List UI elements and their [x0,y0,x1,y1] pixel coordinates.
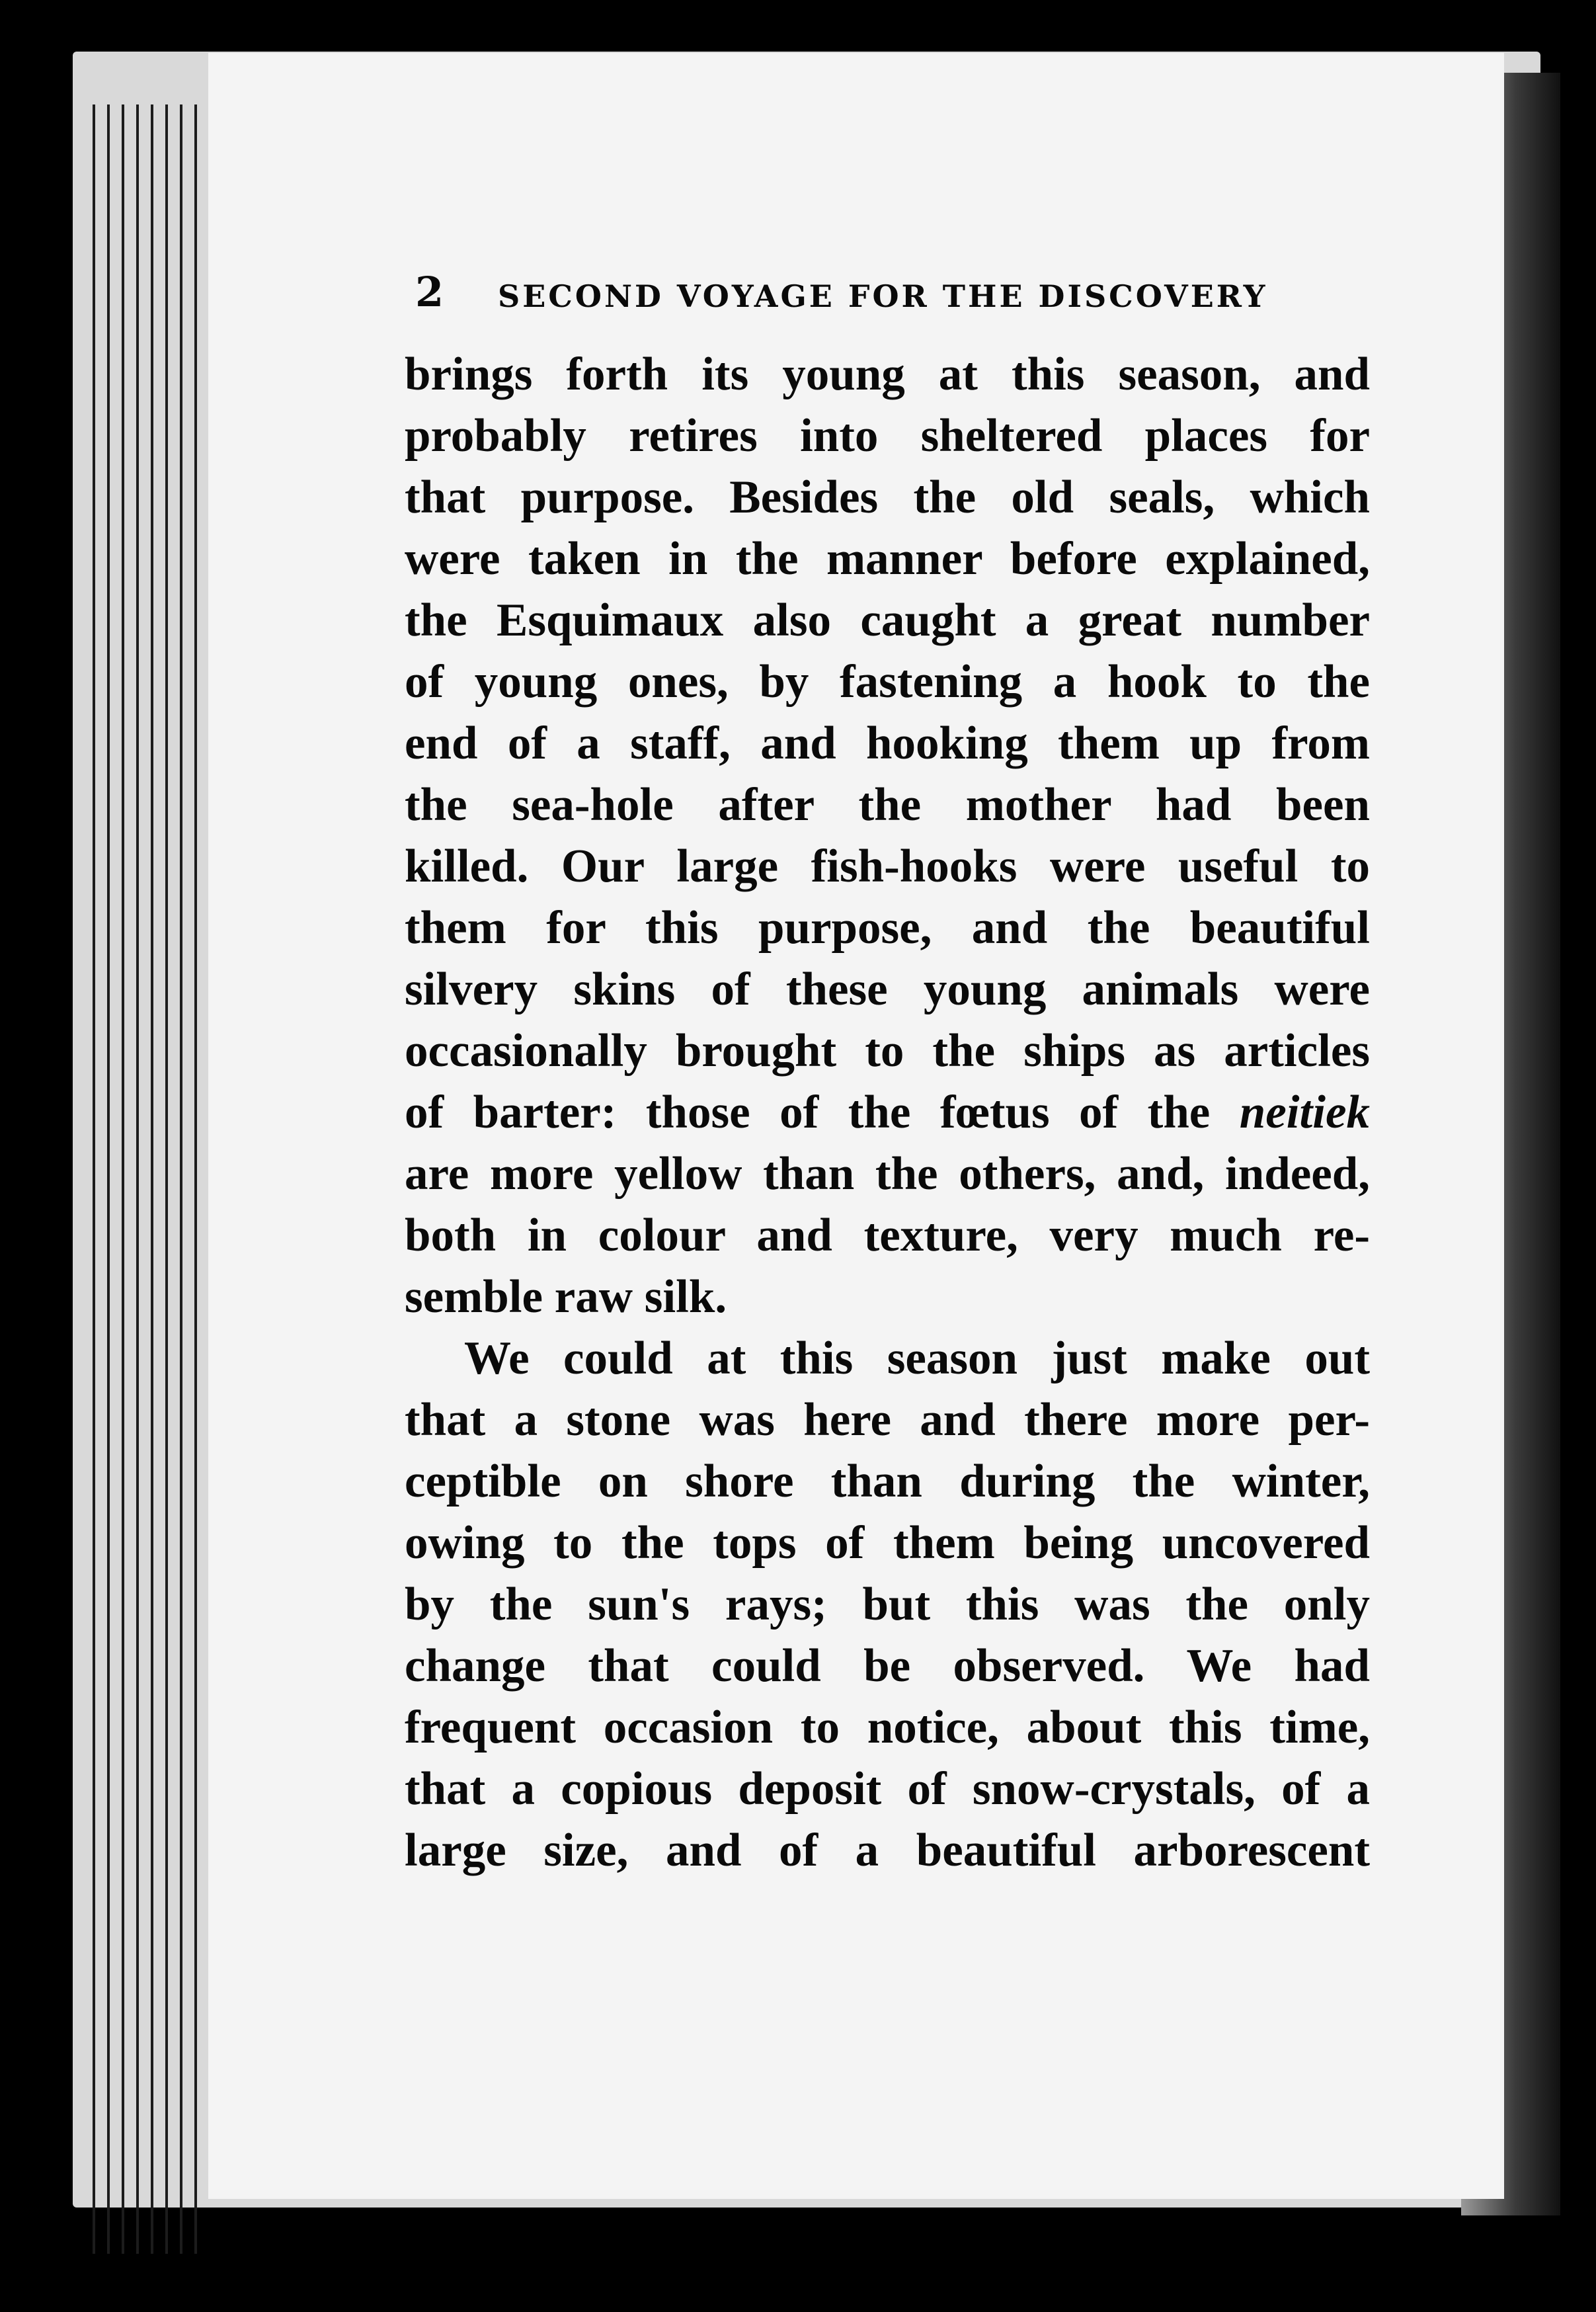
page-number: 2 [415,268,444,316]
page-edge-line [165,104,168,2254]
page-edge-line [194,104,197,2254]
page-edge-line [151,104,153,2254]
text-line: large size, and of a beautiful arborescent [405,1825,1370,1876]
text-line: are more yellow than the others, and, indeed, [405,1148,1370,1200]
text-line: by the sun's rays; but this was the only [405,1579,1370,1630]
text-line: that purpose. Besides the old seals, which [405,472,1370,523]
page-edge-line [180,104,182,2254]
text-line: them for this purpose, and the beautiful [405,902,1370,954]
paragraph-2 [405,1328,1370,1881]
paragraph-1 [405,344,1370,1328]
text-line: that a stone was here and there more per- [405,1394,1370,1446]
text-line: killed. Our large fish-hooks were useful to [405,841,1370,892]
text-line: end of a staff, and hooking them up from [405,718,1370,769]
text-line: owing to the tops of them being uncovered [405,1517,1370,1569]
text-line: change that could be observed. We had [405,1640,1370,1692]
text-line: probably retires into sheltered places for [405,410,1370,462]
text-line: ceptible on shore than during the winter, [405,1456,1370,1507]
text-line: that a copious deposit of snow-crystals, of a [405,1763,1370,1815]
text-line: both in colour and texture, very much re- [405,1210,1370,1261]
text-line: were taken in the manner before explained, [405,533,1370,585]
page-header [415,268,1361,341]
text-line: We could at this season just make out [464,1333,1370,1384]
text-line: silvery skins of these young animals were [405,964,1370,1015]
page-edge-line [107,104,110,2254]
text-line: the sea-hole after the mother had been [405,779,1370,831]
text-line: the Esquimaux also caught a great number [405,595,1370,646]
running-head: SECOND VOYAGE FOR THE DISCOVERY [498,278,1268,314]
page-edge-line [93,104,95,2254]
text-line: frequent occasion to notice, about this time, [405,1702,1370,1753]
text-segment: of barter: those of the fœtus of the [405,1087,1240,1138]
text-line: occasionally brought to the ships as articles [405,1025,1370,1077]
text-line: semble raw silk. [405,1271,727,1323]
page-edge-line [136,104,139,2254]
text-line-with-italic [405,1082,1370,1143]
text-line: brings forth its young at this season, and [405,349,1370,400]
italic-term: neitiek [1239,1087,1370,1138]
page-edge-line [122,104,124,2254]
text-line: of young ones, by fastening a hook to the [405,656,1370,708]
body-text [405,344,1370,1881]
